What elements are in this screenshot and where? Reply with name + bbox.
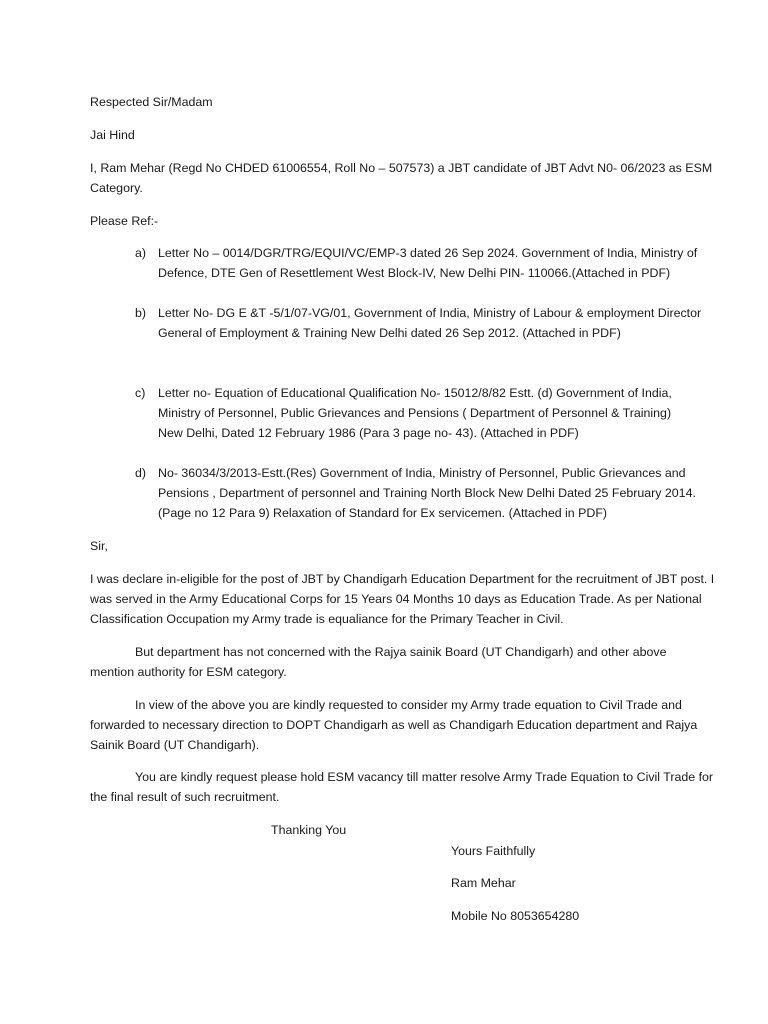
sir-salutation: Sir, <box>90 539 108 553</box>
body-paragraph-3: In view of the above you are kindly requested to consider my Army trade equation to Civil Trade and forwarded to necessary direction to DOPT Chandigarh as well as Chandigarh Education department and Rajya Sainik Board (UT Chandigarh). <box>90 698 698 752</box>
body-paragraph-1: I was declare in-eligible for the post of JBT by Chandigarh Education Department for the recruitment of JBT post. I was served in the Army Educational Corps for 15 Years 04 Months 10 days as Education Trade. As per National Classification Occupation my Army trade is equaliance for the Primary Teacher in Civil. <box>90 572 715 626</box>
body-paragraph-4: You are kindly request please hold ESM vacancy till matter resolve Army Trade Equation to Civil Trade for the final result of such recruitment. <box>90 770 714 804</box>
reference-marker: a) <box>135 246 147 260</box>
reference-heading: Please Ref:- <box>90 214 159 228</box>
reference-text: Letter no- Equation of Educational Qualification No- 15012/8/82 Estt. (d) Government of India, Ministry of Personnel, Public Grievances and Pensions ( Department of Personnel & Training) New Delhi, Dated 12 February 1986 (Para 3 page no- 43). (Attached in PDF) <box>158 386 672 440</box>
mobile-number: Mobile No 8053654280 <box>451 909 580 923</box>
yours-faithfully: Yours Faithfully <box>451 844 536 858</box>
signatory-name: Ram Mehar <box>451 876 516 890</box>
body-paragraph-2: But department has not concerned with the Rajya sainik Board (UT Chandigarh) and other above mention authority for ESM category. <box>90 645 667 679</box>
reference-marker: c) <box>135 386 146 400</box>
salutation: Respected Sir/Madam <box>90 95 213 109</box>
thanking-you: Thanking You <box>271 823 347 837</box>
reference-marker: b) <box>135 306 147 320</box>
reference-text: Letter No- DG E &T -5/1/07-VG/01, Government of India, Ministry of Labour & employment Director General of Employment & Training New Delhi dated 26 Sep 2012. (Attached in PDF) <box>158 306 702 340</box>
reference-text: Letter No – 0014/DGR/TRG/EQUI/VC/EMP-3 dated 26 Sep 2024. Government of India, Ministry of Defence, DTE Gen of Resettlement West Block-IV, New Delhi PIN- 110066.(Attached in PDF) <box>158 246 698 280</box>
reference-text: No- 36034/3/2013-Estt.(Res) Government of India, Ministry of Personnel, Public Grievances and Pensions , Department of personnel and Training North Block New Delhi Dated 25 February 2014. (Page no 12 Para 9) Relaxation of Standard for Ex servicemen. (Attached in PDF) <box>158 466 696 520</box>
reference-marker: d) <box>135 466 147 480</box>
greeting: Jai Hind <box>90 128 135 142</box>
intro-paragraph: I, Ram Mehar (Regd No CHDED 61006554, Roll No – 507573) a JBT candidate of JBT Advt N0- 06/2023 as ESM Category. <box>90 161 713 195</box>
